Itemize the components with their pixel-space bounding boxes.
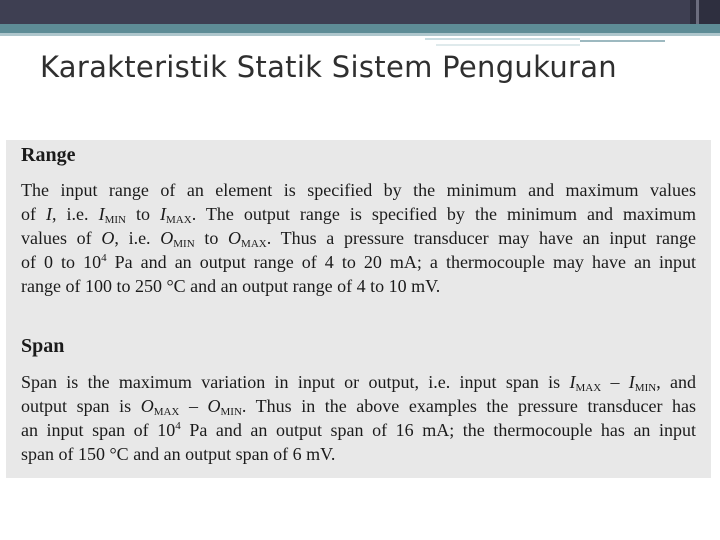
- span-line: output span is $O_{MAX} - O_{MIN}$. Thus in the above examples the pressure transducer has: [21, 396, 696, 418]
- span-line: an input span of $10^4$ Pa and an output span of 16 mA; the thermocouple has an input: [21, 420, 696, 440]
- content-panel: [6, 140, 711, 478]
- range-heading: Range: [21, 144, 76, 166]
- range-line: The input range of an element is specified by the minimum and maximum values: [21, 180, 696, 200]
- span-heading: Span: [21, 335, 65, 357]
- top-decor-bar: [0, 0, 720, 24]
- span-paragraph: [21, 370, 696, 466]
- range-line: of I, i.e. $I_{MIN}$ to $I_{MAX}$. The output range is specified by the minimum and maximum: [21, 204, 696, 226]
- decor-line: [436, 44, 580, 46]
- top-decor-stripe-light: [0, 33, 720, 36]
- span-line: Span is the maximum variation in input or output, i.e. input span is $I_{MAX} - I_{MIN}$, and: [21, 372, 696, 394]
- top-decor-line: [696, 0, 699, 24]
- range-line: of 0 to $10^4$ Pa and an output range of 4 to 20 mA; a thermocouple may have an input: [21, 252, 696, 272]
- decor-line: [580, 40, 665, 42]
- span-line: span of 150 °C and an output span of 6 mV.: [21, 444, 336, 464]
- range-line: range of 100 to 250 °C and an output range of 4 to 10 mV.: [21, 276, 441, 296]
- top-decor-stripe: [0, 24, 720, 33]
- range-paragraph: [21, 178, 696, 298]
- decor-line: [425, 38, 580, 40]
- slide-title: Karakteristik Statik Sistem Pengukuran: [40, 50, 617, 84]
- range-line: values of O, i.e. $O_{MIN}$ to $O_{MAX}$. Thus a pressure transducer may have an input range: [21, 228, 696, 250]
- top-decor-accent: [690, 0, 720, 24]
